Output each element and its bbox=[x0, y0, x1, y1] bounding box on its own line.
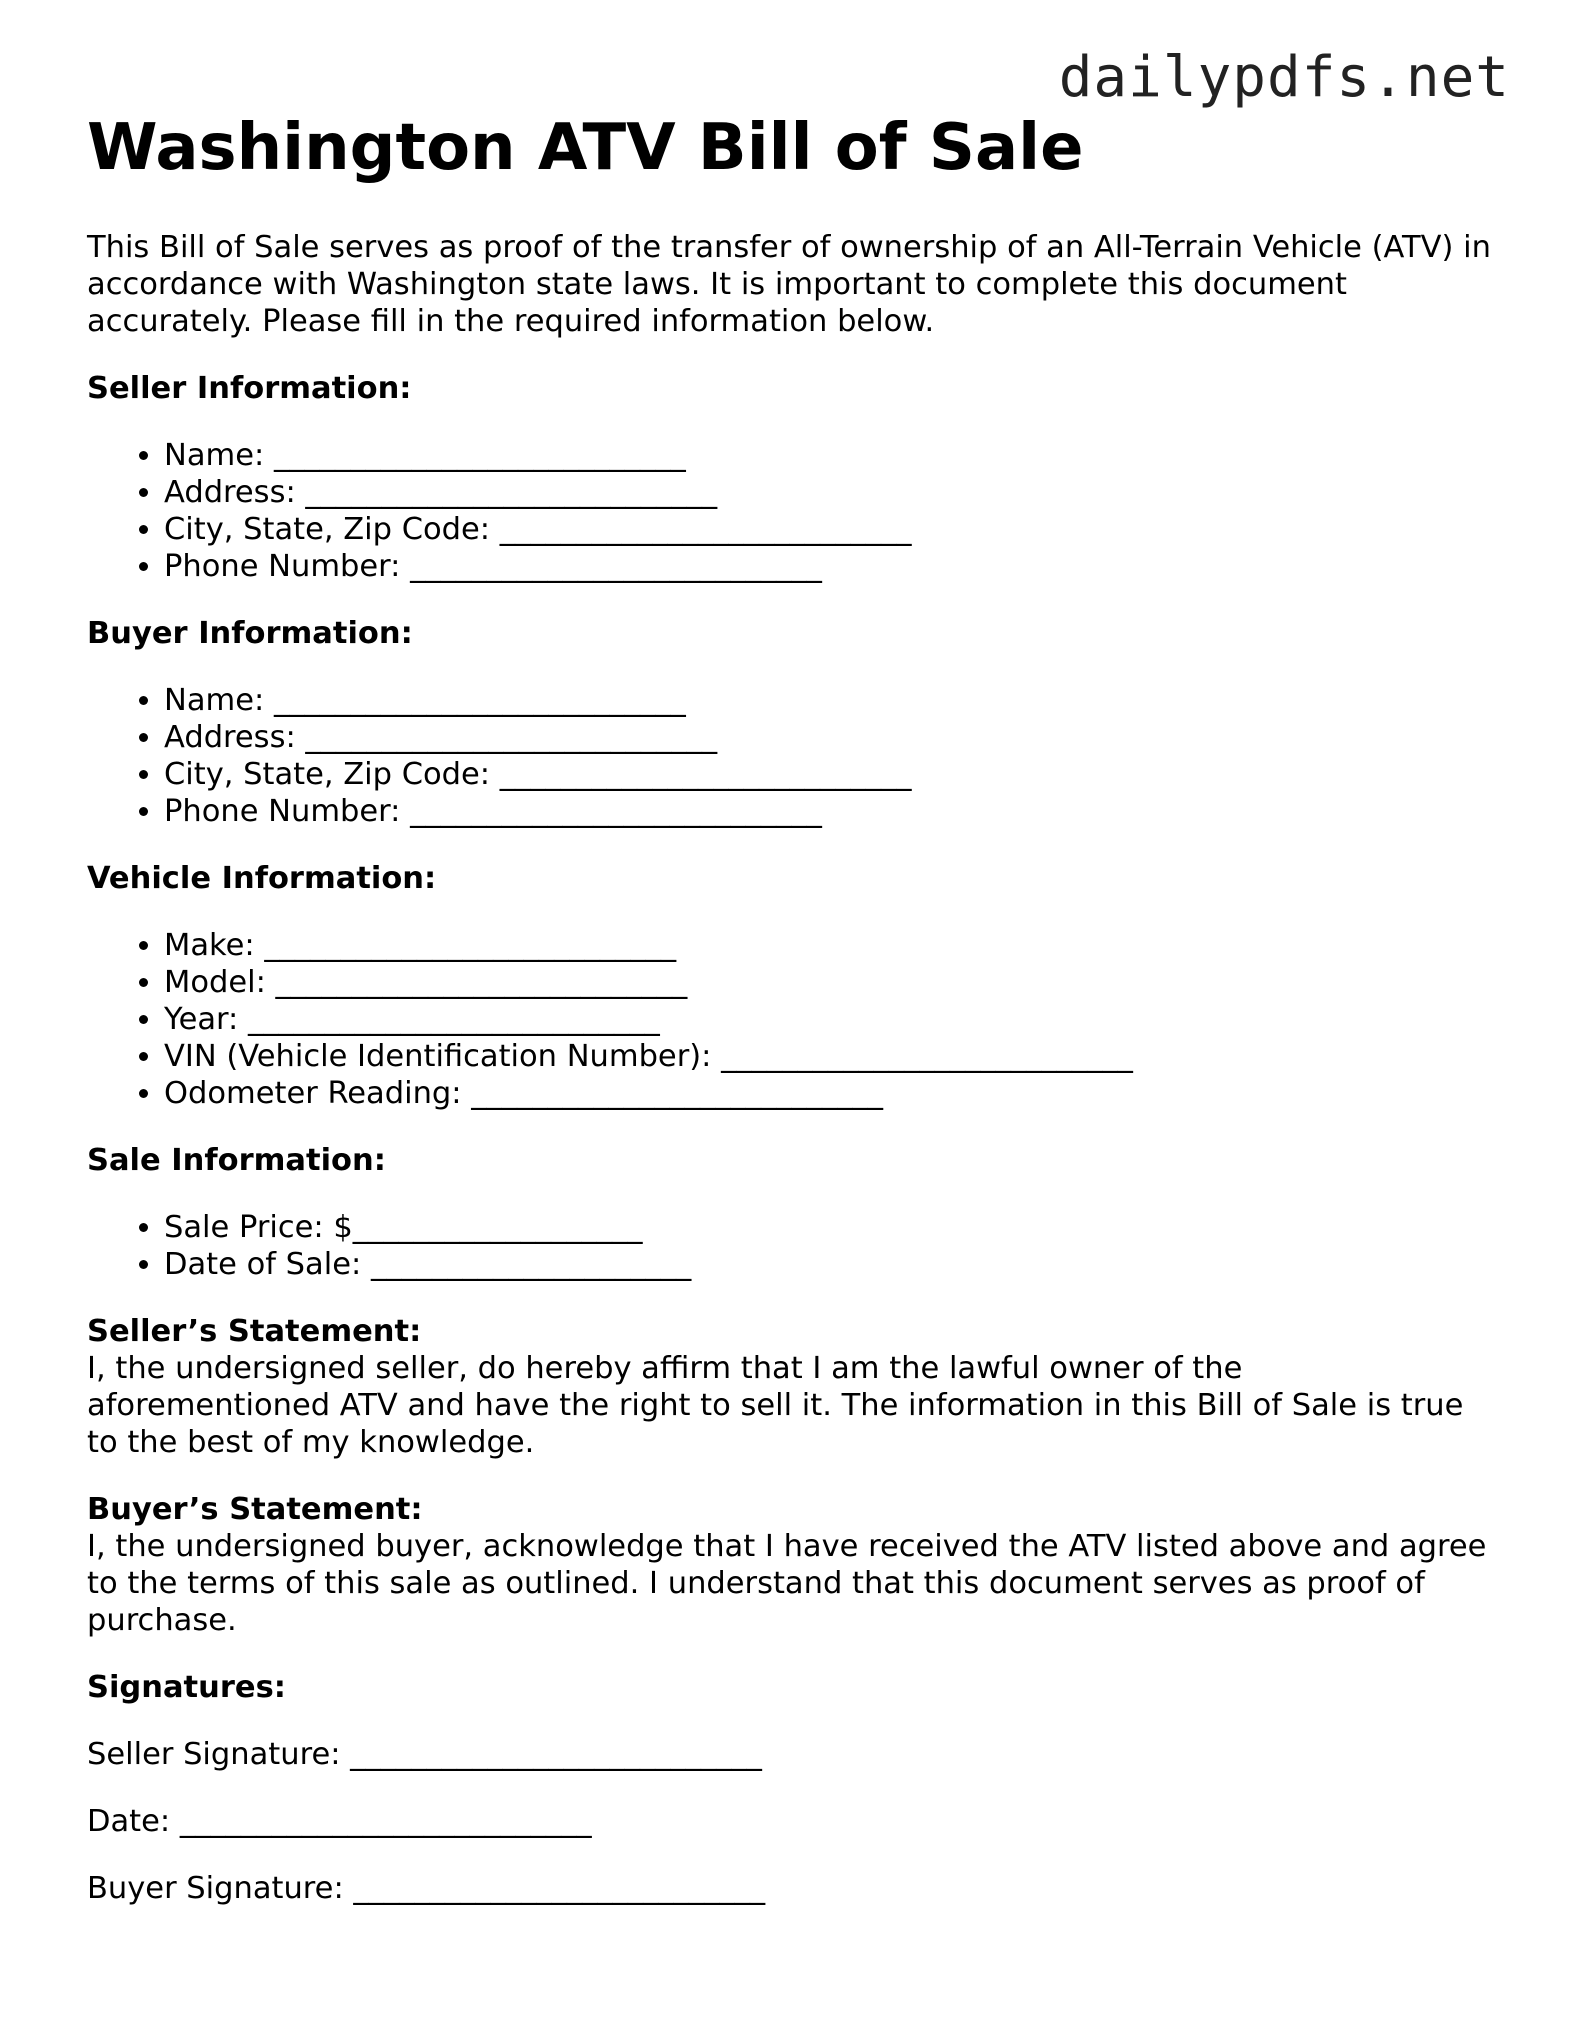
sale-date-field: • Date of Sale: _____________________ bbox=[164, 1246, 1492, 1283]
vehicle-information-section bbox=[87, 860, 1492, 1112]
seller-city-state-zip-field: • City, State, Zip Code: ___________________________ bbox=[164, 511, 1492, 548]
vehicle-make-field: • Make: ___________________________ bbox=[164, 927, 1492, 964]
buyer-fields-list bbox=[87, 682, 1492, 830]
seller-fields-list bbox=[87, 437, 1492, 585]
buyer-statement-section bbox=[87, 1491, 1492, 1639]
signatures-heading: Signatures: bbox=[87, 1669, 286, 1705]
buyer-name-field: • Name: ___________________________ bbox=[164, 682, 1492, 719]
buyer-statement-text: I, the undersigned buyer, acknowledge that I have received the ATV listed above and agree to the terms of this sale as outlined. I understand that this document serves as proof of purchase. bbox=[87, 1528, 1487, 1638]
buyer-information-section bbox=[87, 615, 1492, 830]
vehicle-model-field: • Model: ___________________________ bbox=[164, 964, 1492, 1001]
buyer-signature-line: Buyer Signature: ___________________________ bbox=[87, 1870, 766, 1906]
buyer-address-field: • Address: ___________________________ bbox=[164, 719, 1492, 756]
vehicle-vin-field: • VIN (Vehicle Identification Number): ___________________________ bbox=[164, 1038, 1492, 1075]
sale-information-heading: Sale Information: bbox=[87, 1142, 386, 1178]
vehicle-odometer-field: • Odometer Reading: ___________________________ bbox=[164, 1075, 1492, 1112]
document-page bbox=[87, 112, 1492, 1907]
buyer-city-state-zip-field: • City, State, Zip Code: ___________________________ bbox=[164, 756, 1492, 793]
buyer-information-heading: Buyer Information: bbox=[87, 615, 413, 651]
seller-statement-text: I, the undersigned seller, do hereby affirm that I am the lawful owner of the aforementioned ATV and have the right to sell it. The information in this Bill of Sale is true to the best of my knowledge. bbox=[87, 1350, 1464, 1460]
seller-address-field: • Address: ___________________________ bbox=[164, 474, 1492, 511]
seller-information-heading: Seller Information: bbox=[87, 370, 412, 406]
sale-fields-list bbox=[87, 1209, 1492, 1283]
intro-paragraph: This Bill of Sale serves as proof of the transfer of ownership of an All-Terrain Vehicle (ATV) in accordance with Washington state laws. It is important to complete this document accurately. Please fill in the required information below. bbox=[87, 229, 1491, 339]
vehicle-year-field: • Year: ___________________________ bbox=[164, 1001, 1492, 1038]
signature-date-line: Date: ___________________________ bbox=[87, 1803, 592, 1839]
seller-statement-section bbox=[87, 1313, 1492, 1461]
page-title: Washington ATV Bill of Sale bbox=[87, 111, 1084, 185]
buyer-statement-heading: Buyer’s Statement: bbox=[87, 1491, 423, 1527]
buyer-phone-field: • Phone Number: ___________________________ bbox=[164, 793, 1492, 830]
vehicle-fields-list bbox=[87, 927, 1492, 1112]
seller-name-field: • Name: ___________________________ bbox=[164, 437, 1492, 474]
signatures-section bbox=[87, 1669, 1492, 1907]
seller-statement-heading: Seller’s Statement: bbox=[87, 1313, 422, 1349]
seller-information-section bbox=[87, 370, 1492, 585]
seller-signature-line: Seller Signature: ___________________________ bbox=[87, 1736, 762, 1772]
watermark: dailypdfs.net bbox=[1058, 45, 1510, 110]
sale-information-section bbox=[87, 1142, 1492, 1283]
sale-price-field: • Sale Price: $___________________ bbox=[164, 1209, 1492, 1246]
vehicle-information-heading: Vehicle Information: bbox=[87, 860, 437, 896]
seller-phone-field: • Phone Number: ___________________________ bbox=[164, 548, 1492, 585]
